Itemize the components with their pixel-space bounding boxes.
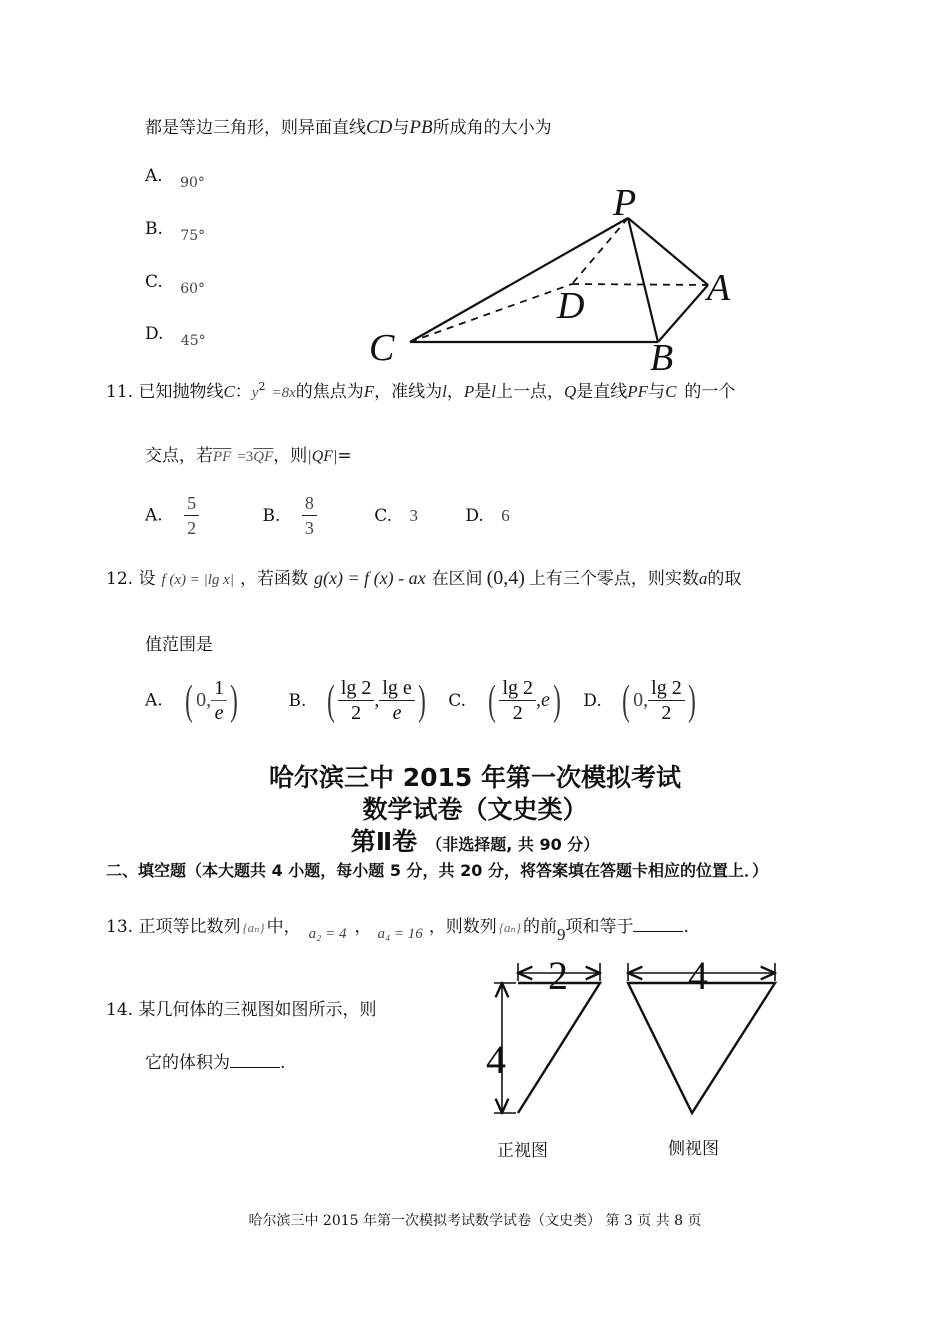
label-c: C <box>369 327 395 369</box>
edge-pb <box>628 218 658 342</box>
pyramid-figure <box>360 180 760 375</box>
label-b: B <box>650 337 674 375</box>
label-d: D <box>557 285 585 327</box>
front-view-triangle <box>518 983 600 1113</box>
q10-option-c: C. $_{60^\circ}$ <box>145 272 206 297</box>
q12-options: A. ( 0, $\frac{1}{e}$ ) B. ( $\frac{\lg 2}{2}$ , $\frac{\text{lg e}}{e}$ ) C. ( $\frac{\lg 2}{2}$ ,e) D. ( 0, $\frac{\lg 2}{2}$ ) <box>145 676 699 738</box>
exam-title: 哈尔滨三中 2015 年第一次模拟考试 <box>269 763 681 792</box>
q10-option-d: D. $_{45^\circ}$ <box>145 324 206 349</box>
edge-cd <box>410 284 572 342</box>
front-width-label: 2 <box>548 955 568 998</box>
q12-option-c: ( $\frac{\lg 2}{2}$ ,e) <box>488 677 561 724</box>
q10-cd: CD <box>366 117 393 138</box>
q12-option-d: ( 0, $\frac{\lg 2}{2}$ ) <box>622 677 696 724</box>
three-view-figure <box>480 955 800 1120</box>
edge-pc <box>410 218 628 342</box>
side-width-label: 4 <box>688 955 708 998</box>
side-view-caption: 侧视图 <box>668 1139 719 1159</box>
q11-line2: 交点，若$\overline{PF} =3\overline{QF}$，则|QF|= <box>145 446 352 466</box>
q12-line2: 值范围是 <box>145 635 213 655</box>
q10-option-a: A. $_{90^\circ}$ <box>145 166 205 191</box>
edge-da <box>572 284 708 285</box>
q10-stem-end: 所成角的大小为 <box>432 118 552 138</box>
q14-answer-blank[interactable] <box>230 1053 280 1068</box>
edge-pa <box>628 218 708 285</box>
q13-line: 13. 正项等比数列 {aₙ} 中， a₂ = 4 ， a₄ = 16 ，则数列 {aₙ} 的前9项和等于 . <box>106 917 689 944</box>
q11-line1: 11. 已知抛物线C：$y^2 =8x$的焦点为F，准线为l，P是l上一点，Q是直线PF与C 的一个 <box>106 380 736 402</box>
front-view-caption: 正视图 <box>497 1141 548 1161</box>
q14-line2: 它的体积为 . <box>145 1053 286 1073</box>
q10-stem-text: 都是等边三角形，则异面直线 <box>145 118 366 138</box>
q12-option-a: ( 0, $\frac{1}{e}$ ) <box>185 677 238 724</box>
q14-line1: 14. 某几何体的三视图如图所示，则 <box>106 1000 377 1020</box>
edge-pd <box>572 218 628 284</box>
label-a: A <box>707 267 731 309</box>
q11-options: A. $\frac{5}{2}$ B. $\frac{8}{3}$ C. 3 D. 6 <box>145 493 510 538</box>
q11-option-a-frac: $\frac{5}{2}$ <box>184 491 199 540</box>
page-footer: 哈尔滨三中 2015 年第一次模拟考试数学试卷（文史类） 第 3 页 共 8 页 <box>248 1213 702 1229</box>
q12-option-b: ( $\frac{\lg 2}{2}$ , $\frac{\text{lg e}}{e}$ ) <box>326 677 426 724</box>
volume-heading: 第Ⅱ卷 （非选择题, 共 90 分） <box>350 827 600 856</box>
label-p: P <box>613 182 637 224</box>
q11-option-b-frac: $\frac{8}{3}$ <box>302 491 317 540</box>
q10-pb: PB <box>409 117 433 138</box>
q12-line1: 12. 设 f (x) = |lg x| ，若函数 g(x) = f (x) - ax 在区间 (0,4) 上有三个零点，则实数a的取 <box>106 567 742 589</box>
exam-subtitle: 数学试卷（文史类） <box>362 795 588 824</box>
front-height-label: 4 <box>486 1037 506 1082</box>
q10-option-b: B. $_{75^\circ}$ <box>145 219 206 244</box>
q10-and: 与 <box>392 118 410 138</box>
side-view-triangle <box>628 983 775 1113</box>
edge-ba <box>658 285 708 342</box>
section-heading: 二、填空题（本大题共 4 小题，每小题 5 分，共 20 分，将答案填在答题卡相应的位置上．） <box>106 861 768 880</box>
q13-answer-blank[interactable] <box>633 917 683 932</box>
q10-stem <box>145 113 552 139</box>
